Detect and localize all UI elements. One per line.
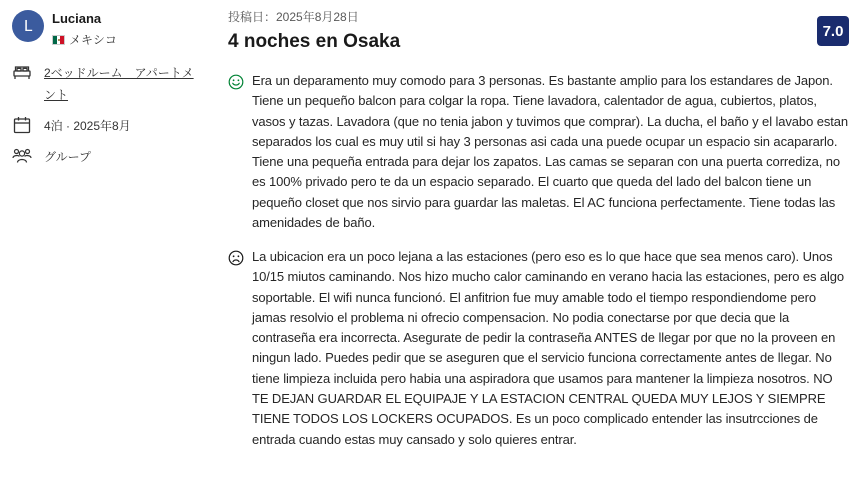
smile-icon bbox=[228, 74, 244, 90]
reviewer-block bbox=[12, 10, 212, 48]
reviewer-info bbox=[52, 11, 117, 48]
stay-duration-text: 4泊 · 2025年8月 bbox=[44, 119, 131, 133]
review-header bbox=[228, 8, 850, 54]
mexico-flag-icon bbox=[52, 35, 65, 45]
stay-room bbox=[12, 62, 212, 106]
review-title: 4 noches en Osaka bbox=[228, 31, 401, 52]
frown-icon bbox=[228, 250, 244, 266]
traveler-type-text: グループ bbox=[44, 150, 92, 164]
room-type-link[interactable]: 2ベッドルーム アパートメント bbox=[44, 66, 194, 102]
avatar: L bbox=[12, 10, 44, 42]
calendar-icon bbox=[12, 115, 32, 135]
bed-icon bbox=[12, 62, 32, 82]
positive-text: Era un deparamento muy comodo para 3 personas. Es bastante amplio para los estandares de Japon. Tiene un pequeño balcon para colgar la ropa. Tiene lavadora, calentador de agua, cubiertos, platos, vasos y tazas. Lavadora (que no tenia jabon y tuvimos que comprar). La ducha, el baño y el lavabo estan separados los cual es muy util si hay 3 personas asi cada una puede ocupar un espacio sin acapararlo. Tiene una pequeña entrada para dejar los zapatos. Las camas se separan con una puerta corrediza, no es 100% privado pero te da un espacio separado. El cuarto que queda del lado del balcon tiene un pequeño closet que nos sirvio para guardar las maletas. El AC funciona perfectamente. Tiene todas las amenidades de baño. bbox=[252, 73, 849, 231]
stay-details bbox=[12, 62, 212, 168]
reviewer-country-label: メキシコ bbox=[69, 33, 117, 47]
negative-text: La ubicacion era un poco lejana a las estaciones (pero eso es lo que hace que sea menos caro). Unos 10/15 miutos caminando. Nos hizo mucho calor caminando en verano hacia las estaciones, pero es algo soportable. El wifi nunca funcionó. El anfitrion fue muy amable todo el tiempo respondiendome pero jamas resolvio el problema ni ofrecio compensacion. No podia conectarse por que decia que la contraseña era incorrecta. Asegurate de pedir la contraseña ANTES de llegar por que no la proveen en ningun lado. Puedes pedir que se aseguren que el servicio funciona correctamente antes de llegar. No tiene limpieza incluida pero habia una aspiradora que usamos para mantener la limpieza nosotros. NO TE DEJAN GUARDAR EL EQUIPAJE Y LA ESTACION CENTRAL QUEDA MUY LEJOS Y SIEMPRE TIENE TODOS LOS LOCKERS OCUPADOS. Es un poco complicado entender las insutrcciones de entrada cuando estas muy cansado y solo quieres entrar. bbox=[252, 249, 845, 447]
positive-section bbox=[228, 71, 850, 233]
reviewer-sidebar bbox=[12, 10, 212, 177]
stay-traveler-type bbox=[12, 146, 212, 168]
reviewer-name: Luciana bbox=[52, 11, 102, 26]
review-score-badge: 7.0 bbox=[817, 16, 849, 46]
group-icon bbox=[12, 146, 32, 166]
negative-section bbox=[228, 247, 850, 450]
stay-duration bbox=[12, 115, 212, 137]
review-date: 投稿日：2025年8月28日 bbox=[228, 10, 359, 24]
reviewer-country bbox=[52, 31, 117, 48]
